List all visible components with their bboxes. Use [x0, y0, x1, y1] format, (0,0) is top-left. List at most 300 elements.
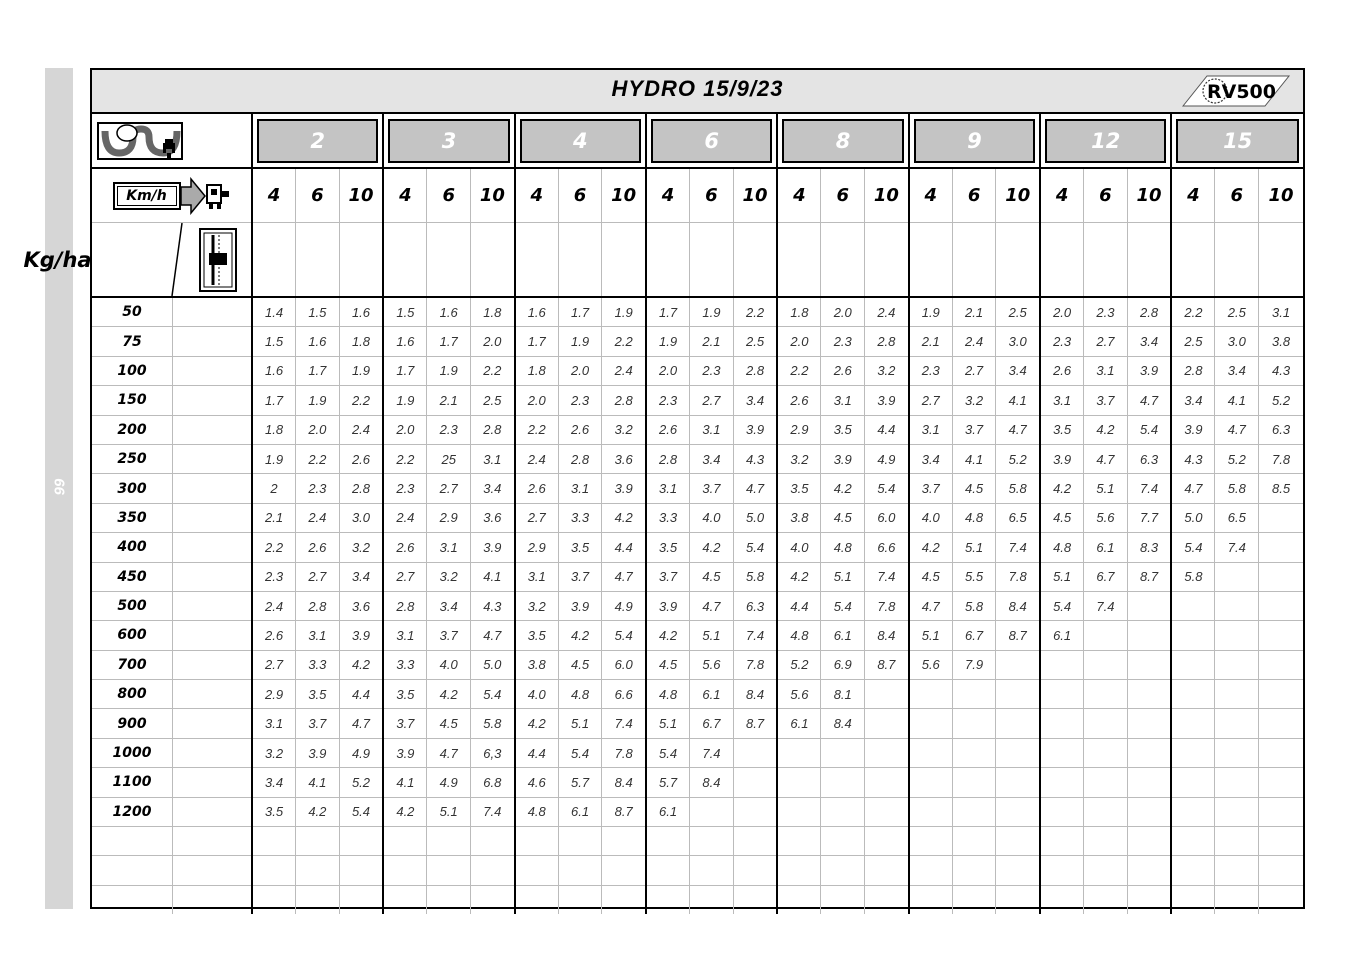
opening-value: [777, 856, 821, 885]
opening-value: 8.7: [1127, 562, 1171, 591]
opening-value: 3.4: [690, 444, 734, 473]
rate-value: 800: [92, 680, 173, 709]
opening-value: 2.6: [777, 386, 821, 415]
opening-value: 2.4: [865, 297, 909, 327]
blank-cell: [339, 223, 383, 298]
opening-value: 2.7: [909, 386, 953, 415]
opening-value: 2.4: [515, 444, 559, 473]
opening-value: 7.4: [996, 533, 1040, 562]
opening-value: [909, 680, 953, 709]
opening-value: 8.4: [733, 680, 777, 709]
opening-value: 3.5: [383, 680, 427, 709]
opening-value: [690, 827, 734, 856]
opening-value: [1084, 709, 1128, 738]
opening-value: 4.0: [515, 680, 559, 709]
opening-value: [952, 768, 996, 797]
opening-value: 5.6: [1084, 503, 1128, 532]
speed-arrow-icon: [181, 177, 231, 215]
rate-icon-cell: [23, 223, 252, 298]
opening-value: 4.2: [646, 621, 690, 650]
dosage-table: [23, 114, 1303, 914]
speed-label: 4: [515, 168, 559, 223]
opening-value: 5.0: [1171, 503, 1215, 532]
opening-value: 5.8: [1171, 562, 1215, 591]
opening-value: 1.8: [471, 297, 515, 327]
opening-value: 5.7: [558, 768, 602, 797]
rate-value: 500: [92, 591, 173, 620]
opening-value: 3.9: [821, 444, 865, 473]
opening-value: [1215, 591, 1259, 620]
opening-value: 2.8: [646, 444, 690, 473]
rate-value: 1200: [92, 797, 173, 826]
rate-value: 150: [92, 386, 173, 415]
opening-value: 3.7: [646, 562, 690, 591]
opening-value: 4.2: [777, 562, 821, 591]
opening-value: 1.9: [383, 386, 427, 415]
opening-value: 5.4: [471, 680, 515, 709]
opening-value: 5.4: [821, 591, 865, 620]
opening-value: [1259, 827, 1303, 856]
blank-cell: [558, 223, 602, 298]
rate-value: 400: [92, 533, 173, 562]
spacer-cell: [173, 768, 253, 797]
opening-value: 3.4: [1127, 327, 1171, 356]
opening-value: 1.7: [252, 386, 296, 415]
opening-value: [821, 827, 865, 856]
opening-value: 2.8: [339, 474, 383, 503]
opening-value: [602, 827, 646, 856]
opening-value: 2.0: [383, 415, 427, 444]
speed-label: 6: [952, 168, 996, 223]
opening-value: [1084, 650, 1128, 679]
opening-value: [1259, 562, 1303, 591]
spacer-cell: [173, 327, 253, 356]
opening-value: [646, 827, 690, 856]
rate-value: [92, 885, 173, 914]
rate-value: 600: [92, 621, 173, 650]
opening-value: [1259, 856, 1303, 885]
opening-value: 2.5: [733, 327, 777, 356]
blank-cell: [996, 223, 1040, 298]
opening-value: [471, 885, 515, 914]
opening-value: 1.9: [646, 327, 690, 356]
opening-value: 3.7: [383, 709, 427, 738]
speed-label: 10: [602, 168, 646, 223]
opening-value: 1.7: [646, 297, 690, 327]
opening-value: [646, 885, 690, 914]
opening-value: 4.2: [383, 797, 427, 826]
table-row: [92, 797, 1303, 826]
opening-value: 6.0: [602, 650, 646, 679]
blank-cell: [1259, 223, 1303, 298]
opening-value: 2.3: [690, 356, 734, 385]
spacer-cell: [173, 827, 253, 856]
blank-cell: [909, 223, 953, 298]
opening-value: 4.2: [909, 533, 953, 562]
opening-value: 3.4: [471, 474, 515, 503]
opening-value: [1259, 591, 1303, 620]
opening-value: 5.1: [952, 533, 996, 562]
opening-value: [1127, 827, 1171, 856]
opening-value: [1215, 709, 1259, 738]
opening-value: 2.5: [996, 297, 1040, 327]
opening-value: 6.1: [1040, 621, 1084, 650]
opening-value: 1.9: [296, 386, 340, 415]
opening-value: 3.6: [602, 444, 646, 473]
opening-value: [515, 885, 559, 914]
opening-value: 2.2: [339, 386, 383, 415]
opening-value: [1040, 885, 1084, 914]
opening-value: 4.8: [515, 797, 559, 826]
blank-cell: [733, 223, 777, 298]
opening-value: [1127, 738, 1171, 767]
opening-value: 2.9: [427, 503, 471, 532]
opening-value: [909, 738, 953, 767]
opening-value: 3.1: [252, 709, 296, 738]
opening-value: [1215, 856, 1259, 885]
spacer-cell: [173, 297, 253, 327]
opening-value: 4.0: [909, 503, 953, 532]
opening-value: 4.3: [1171, 444, 1215, 473]
spacer-cell: [173, 503, 253, 532]
opening-value: 1.5: [252, 327, 296, 356]
opening-value: 1.5: [296, 297, 340, 327]
opening-value: 3.2: [602, 415, 646, 444]
opening-value: 5.8: [471, 709, 515, 738]
opening-value: 1.6: [515, 297, 559, 327]
opening-value: 4.5: [909, 562, 953, 591]
opening-value: [1127, 856, 1171, 885]
opening-value: 1.8: [252, 415, 296, 444]
table-row: [92, 474, 1303, 503]
opening-value: 2.3: [558, 386, 602, 415]
opening-value: [1171, 709, 1215, 738]
opening-value: 5.4: [646, 738, 690, 767]
opening-value: 4.2: [602, 503, 646, 532]
opening-value: 4.7: [471, 621, 515, 650]
opening-value: 1.7: [427, 327, 471, 356]
opening-value: 2.3: [821, 327, 865, 356]
opening-value: 5.1: [821, 562, 865, 591]
opening-value: 1.8: [777, 297, 821, 327]
opening-value: 3.2: [427, 562, 471, 591]
opening-value: 4.1: [1215, 386, 1259, 415]
speed-label: 6: [821, 168, 865, 223]
speed-label: 6: [1084, 168, 1128, 223]
opening-value: 5.1: [558, 709, 602, 738]
opening-value: 4.1: [471, 562, 515, 591]
speed-label: 10: [996, 168, 1040, 223]
opening-value: 1.9: [909, 297, 953, 327]
opening-value: [1084, 738, 1128, 767]
opening-value: [296, 827, 340, 856]
opening-value: [383, 856, 427, 885]
spacer-cell: [173, 356, 253, 385]
opening-value: 3.9: [1127, 356, 1171, 385]
opening-value: 2.8: [383, 591, 427, 620]
blank-cell: [646, 223, 690, 298]
opening-value: 2.7: [515, 503, 559, 532]
opening-value: [252, 827, 296, 856]
opening-value: [1040, 738, 1084, 767]
opening-value: [602, 885, 646, 914]
opening-value: 1.7: [515, 327, 559, 356]
opening-value: 3.3: [558, 503, 602, 532]
opening-value: 8.5: [1259, 474, 1303, 503]
width-header-cell: [383, 114, 514, 168]
opening-value: 6.1: [558, 797, 602, 826]
opening-value: 6.3: [1259, 415, 1303, 444]
opening-value: 2.4: [952, 327, 996, 356]
speed-header-row: [92, 168, 1303, 223]
opening-value: [1084, 680, 1128, 709]
opening-value: 4.7: [1215, 415, 1259, 444]
opening-value: [996, 797, 1040, 826]
opening-value: 6.1: [777, 709, 821, 738]
opening-value: 3.8: [515, 650, 559, 679]
opening-value: [646, 856, 690, 885]
table-row: [92, 680, 1303, 709]
blank-cell: [602, 223, 646, 298]
table-row: [92, 885, 1303, 914]
opening-value: [777, 738, 821, 767]
opening-value: 4.1: [296, 768, 340, 797]
opening-value: [1171, 621, 1215, 650]
opening-value: 3.9: [602, 474, 646, 503]
table-row: [92, 856, 1303, 885]
opening-value: 1.6: [296, 327, 340, 356]
opening-value: 8.4: [602, 768, 646, 797]
opening-value: [1259, 738, 1303, 767]
opening-value: 2.0: [821, 297, 865, 327]
opening-value: 7.4: [733, 621, 777, 650]
opening-value: 7.4: [1127, 474, 1171, 503]
opening-value: [996, 827, 1040, 856]
opening-value: [733, 885, 777, 914]
opening-value: 5.4: [1040, 591, 1084, 620]
working-width-label: 12: [1045, 119, 1166, 163]
spacer-cell: [173, 474, 253, 503]
opening-value: 2.0: [471, 327, 515, 356]
opening-value: 5.4: [733, 533, 777, 562]
opening-value: 2.8: [1171, 356, 1215, 385]
opening-value: 6.3: [733, 591, 777, 620]
opening-value: [865, 768, 909, 797]
opening-value: 3.3: [383, 650, 427, 679]
opening-value: 2.2: [471, 356, 515, 385]
opening-value: 4.9: [602, 591, 646, 620]
opening-value: 4.8: [646, 680, 690, 709]
opening-value: 3.0: [996, 327, 1040, 356]
opening-value: [1040, 856, 1084, 885]
opening-value: 7.4: [1215, 533, 1259, 562]
opening-value: 2.2: [1171, 297, 1215, 327]
opening-value: 5.0: [471, 650, 515, 679]
opening-setting-icon: [97, 119, 187, 163]
opening-value: 3.5: [515, 621, 559, 650]
opening-value: [252, 856, 296, 885]
opening-value: 2.3: [646, 386, 690, 415]
opening-value: 2.0: [1040, 297, 1084, 327]
opening-value: 2.6: [383, 533, 427, 562]
opening-value: 3.1: [909, 415, 953, 444]
speed-label: 10: [339, 168, 383, 223]
opening-value: 1.7: [296, 356, 340, 385]
opening-value: [1215, 738, 1259, 767]
opening-value: 6.3: [1127, 444, 1171, 473]
opening-value: 2.4: [339, 415, 383, 444]
opening-value: [996, 709, 1040, 738]
opening-value: 3.6: [339, 591, 383, 620]
opening-value: 8.4: [821, 709, 865, 738]
opening-value: [1171, 591, 1215, 620]
speed-label: 10: [471, 168, 515, 223]
opening-value: 2.5: [1171, 327, 1215, 356]
rv500-logo: [1177, 74, 1295, 108]
speed-icon-cell: [92, 168, 252, 223]
opening-value: 4.7: [1127, 386, 1171, 415]
opening-value: 2: [252, 474, 296, 503]
opening-value: [1040, 709, 1084, 738]
opening-value: [996, 768, 1040, 797]
table-row: [92, 709, 1303, 738]
opening-value: [1215, 768, 1259, 797]
opening-value: 6.1: [646, 797, 690, 826]
opening-value: 7.9: [952, 650, 996, 679]
width-header-cell: [252, 114, 383, 168]
width-header-cell: [1040, 114, 1171, 168]
opening-value: 6.8: [471, 768, 515, 797]
opening-value: 4.1: [996, 386, 1040, 415]
rate-value: 75: [92, 327, 173, 356]
opening-value: 3.8: [777, 503, 821, 532]
opening-value: [690, 856, 734, 885]
opening-value: 4.3: [733, 444, 777, 473]
opening-value: 4.0: [427, 650, 471, 679]
opening-value: 3.9: [865, 386, 909, 415]
opening-value: 3.2: [339, 533, 383, 562]
opening-value: 4.7: [733, 474, 777, 503]
opening-value: 1.8: [339, 327, 383, 356]
opening-value: [1171, 797, 1215, 826]
opening-value: 5.7: [646, 768, 690, 797]
opening-value: 3.1: [515, 562, 559, 591]
table-row: [92, 327, 1303, 356]
opening-value: [1259, 885, 1303, 914]
opening-value: [1084, 827, 1128, 856]
opening-value: 3.7: [952, 415, 996, 444]
width-header-cell: [515, 114, 646, 168]
opening-value: [1084, 797, 1128, 826]
blank-cell: [690, 223, 734, 298]
spacer-cell: [173, 533, 253, 562]
working-width-label: 8: [782, 119, 903, 163]
opening-value: 4.4: [339, 680, 383, 709]
opening-value: 3.7: [427, 621, 471, 650]
opening-value: [821, 797, 865, 826]
opening-value: 5.4: [602, 621, 646, 650]
opening-value: 2.3: [1084, 297, 1128, 327]
opening-value: 4.6: [515, 768, 559, 797]
opening-value: [952, 797, 996, 826]
title-bar: [92, 70, 1303, 114]
opening-value: 7.8: [602, 738, 646, 767]
opening-value: 3.9: [1171, 415, 1215, 444]
table-row: [92, 503, 1303, 532]
opening-value: 4.4: [515, 738, 559, 767]
opening-value: [558, 827, 602, 856]
opening-value: 3.5: [777, 474, 821, 503]
opening-value: [909, 797, 953, 826]
rate-value: 100: [92, 356, 173, 385]
opening-value: [1171, 738, 1215, 767]
opening-value: 2.5: [1215, 297, 1259, 327]
opening-value: [690, 797, 734, 826]
logo-text: RV500: [1207, 81, 1276, 103]
opening-value: 4.0: [777, 533, 821, 562]
opening-value: 5.8: [733, 562, 777, 591]
opening-value: [996, 738, 1040, 767]
rate-value: 50: [92, 297, 173, 327]
blank-cell: [296, 223, 340, 298]
rate-value: 1100: [92, 768, 173, 797]
rate-value: 300: [92, 474, 173, 503]
table-row: [92, 562, 1303, 591]
spacer-cell: [173, 856, 253, 885]
opening-value: 2.9: [515, 533, 559, 562]
opening-value: [1084, 885, 1128, 914]
opening-value: 3.2: [777, 444, 821, 473]
opening-value: 8.4: [996, 591, 1040, 620]
opening-value: [865, 738, 909, 767]
opening-value: 3.1: [1040, 386, 1084, 415]
opening-value: 2.0: [296, 415, 340, 444]
opening-value: 4.4: [777, 591, 821, 620]
opening-value: 2.7: [252, 650, 296, 679]
opening-value: [515, 827, 559, 856]
blank-cell: [777, 223, 821, 298]
opening-value: 3.1: [383, 621, 427, 650]
spacer-cell: [173, 738, 253, 767]
opening-value: 4.9: [427, 768, 471, 797]
opening-value: 3.7: [296, 709, 340, 738]
opening-value: [339, 885, 383, 914]
blank-cell: [252, 223, 296, 298]
opening-value: 5.1: [1084, 474, 1128, 503]
opening-value: 4.2: [821, 474, 865, 503]
speed-label: 4: [646, 168, 690, 223]
opening-value: 3.4: [909, 444, 953, 473]
spacer-cell: [173, 797, 253, 826]
opening-value: [602, 856, 646, 885]
rate-value: 900: [92, 709, 173, 738]
opening-value: 1.9: [558, 327, 602, 356]
opening-value: 4.7: [996, 415, 1040, 444]
opening-value: [996, 885, 1040, 914]
opening-value: 2.3: [296, 474, 340, 503]
opening-value: 5.4: [1127, 415, 1171, 444]
opening-value: 4.5: [427, 709, 471, 738]
table-row: [92, 621, 1303, 650]
opening-value: 3.4: [339, 562, 383, 591]
opening-value: 1.9: [339, 356, 383, 385]
opening-value: 5.4: [339, 797, 383, 826]
opening-value: 8.4: [865, 621, 909, 650]
opening-value: 1.7: [558, 297, 602, 327]
opening-value: [865, 709, 909, 738]
opening-value: 4.4: [602, 533, 646, 562]
opening-value: [1127, 797, 1171, 826]
